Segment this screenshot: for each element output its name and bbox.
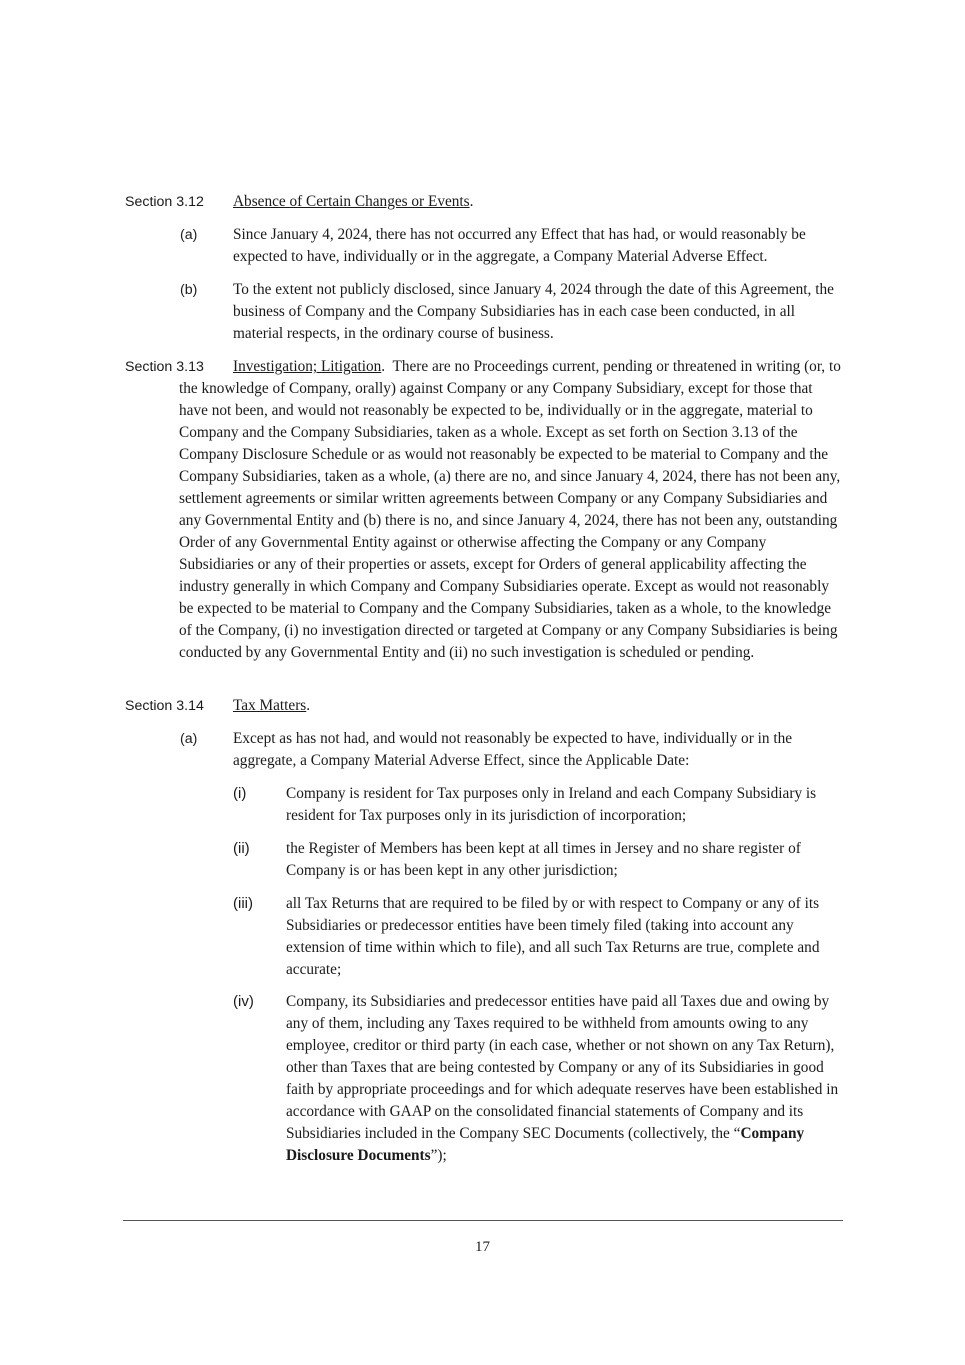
section-3-14-number: Section 3.14 [125,698,204,714]
section-3-13-paragraph [179,356,843,664]
section-3-14-iii-text: all Tax Returns that are required to be filed by or with respect to Company or any of its Subsidiaries or predecessor entities have been timely filed (taking into account any extension of time within which to file), and all such Tax Returns are true, complete and accurate; [286,895,820,978]
section-3-14-heading [233,695,310,717]
section-3-14-a-label: (a) [180,731,198,747]
defined-term: Company Disclosure Documents [286,1125,805,1164]
section-3-12-a-text: Since January 4, 2024, there has not occurred any Effect that has had, or would reasonably be expected to have, individually or in the aggregate, a Company Material Adverse Effect. [233,226,806,265]
section-3-12-heading [233,191,473,213]
section-3-14-heading-punct: . [306,697,311,714]
section-3-12-b-label: (b) [180,282,198,298]
section-3-14-iv-text-before: Company, its Subsidiaries and predecessor entities have paid all Taxes due and owing by any of them, including any Taxes required to be withheld from amounts owing to any employee, creditor or third party (in each case, whether or not shown on any Tax Return), other than Taxes that are being contested by Company or any of its Subsidiaries in good faith by appropriate proceedings and for which adequate reserves have been established in accordance with GAAP on the consolidated financial statements of Company and its Subsidiaries included in the Company SEC Documents (collectively, the “ [286,993,839,1142]
section-3-13-heading: Investigation; Litigation [233,358,382,375]
section-3-14-iii-label: (iii) [233,895,253,912]
footer-divider [123,1220,843,1221]
section-3-14-ii-label: (ii) [233,840,250,857]
section-3-13-heading-punct: . [381,358,386,375]
section-3-12-heading-text: Absence of Certain Changes or Events [233,193,470,210]
section-3-14-i-text: Company is resident for Tax purposes only in Ireland and each Company Subsidiary is resident for Tax purposes only in its jurisdiction of incorporation; [286,785,817,824]
section-3-12-number: Section 3.12 [125,194,204,210]
section-3-13-text: There are no Proceedings current, pending or threatened in writing (or, to the knowledge of Company, orally) against Company or any Company Subsidiary, except for those that have not been, and would not reasonably be expected to be, individually or in the aggregate, material to Company and the Company Subsidiaries, taken as a whole. Except as set forth on Section 3.13 of the Company Disclosure Schedule or as would not reasonably be expected to be material to Company and the Company Subsidiaries, taken as a whole, (a) there are no, and since January 4, 2024, there has not been any, settlement agreements or similar written agreements between Company or any Company Subsidiaries and any Governmental Entity and (b) there is no, and since January 4, 2024, there has not been any, outstanding Order of any Governmental Entity against or otherwise affecting the Company or any Company Subsidiaries or any of their properties or assets, except for Orders of general applicability affecting the industry generally in which Company and Company Subsidiaries operate. Except as would not reasonably be expected to be material to Company and the Company Subsidiaries, taken as a whole, to the knowledge of the Company, (i) no investigation directed or targeted at Company or any Company Subsidiaries is being conducted by any Governmental Entity and (ii) no such investigation is scheduled or pending. [179,358,841,661]
section-3-14-iv-label: (iv) [233,993,254,1010]
section-3-14-a-text: Except as has not had, and would not reasonably be expected to have, individually or in the aggregate, a Company Material Adverse Effect, since the Applicable Date: [233,730,793,769]
section-3-14-heading-text: Tax Matters [233,697,307,714]
section-3-12-heading-punct: . [469,193,474,210]
section-3-12-a-label: (a) [180,227,198,243]
section-3-12-b-text: To the extent not publicly disclosed, since January 4, 2024 through the date of this Agreement, the business of Company and the Company Subsidiaries has in each case been conducted, in all material respects, in the ordinary course of business. [233,281,834,342]
section-3-14-iv-text-after: ”); [430,1147,447,1164]
section-3-14-ii-text: the Register of Members has been kept at all times in Jersey and no share register of Company is or has been kept in any other jurisdiction; [286,840,801,879]
section-3-14-i-label: (i) [233,785,247,802]
section-3-14-iv-paragraph [286,991,843,1167]
section-3-13-number: Section 3.13 [125,359,204,375]
page-number: 17 [475,1239,490,1255]
